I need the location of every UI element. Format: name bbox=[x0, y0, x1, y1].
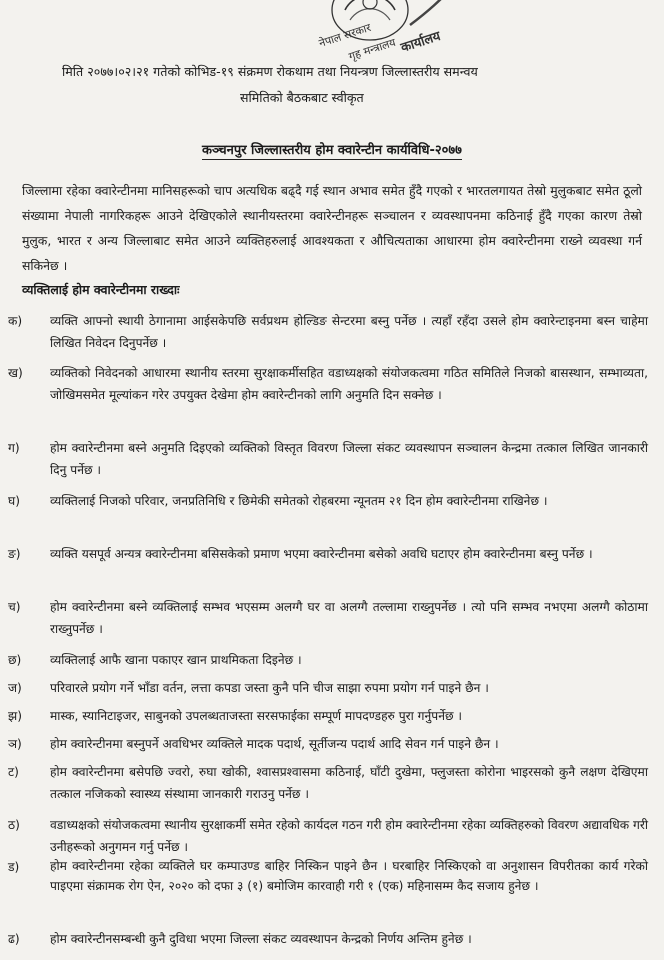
section-subheading: व्यक्तिलाई होम क्वारेन्टीनमा राख्दाः bbox=[22, 282, 180, 297]
list-item-label: झ) bbox=[8, 709, 22, 723]
list-item-text: मास्क, स्यानिटाइजर, साबुनको उपलब्धताजस्ता सरसफाईका सम्पूर्ण मापदण्डहरु पुरा गर्नुपर्नेछ । bbox=[50, 709, 462, 723]
seal-text-2: गृह मन्त्रालय bbox=[347, 35, 398, 64]
list-item-text: व्यक्ति आफ्नो स्थायी ठेगानामा आईसकेपछि सर्वप्रथम होल्डिङ सेन्टरमा बस्नु पर्नेछ । त्यहाँ रहँदा उसले होम क्वारेन्टाइनमा बस्न चाहेमा लिखित निवेदन दिनुपर्नेछ । bbox=[50, 314, 648, 350]
list-item-text: व्यक्तिलाई निजको परिवार, जनप्रतिनिधि र छिमेकी समेतको रोहबरमा न्यूनतम २१ दिन होम क्वारेन्टीनमा राखिनेछ । bbox=[50, 494, 548, 508]
list-item-label: ट) bbox=[8, 765, 19, 779]
list-item-label: ज) bbox=[8, 681, 22, 695]
list-item-label: ङ) bbox=[8, 547, 21, 561]
list-item-text: होम क्वारेन्टीनमा रहेका व्यक्तिले घर कम्पाउण्ड बाहिर निस्किन पाइने छैन । घरबाहिर निस्किएको वा अनुशासन विपरीतका कार्य गरेको पाइएमा संक्रामक रोग ऐन, २०२० को दफा ३ (१) बमोजिम कारवाही गरी १ (एक) महिनासम्म कैद सजाय हुनेछ । bbox=[50, 859, 648, 893]
seal-text-3: कार्यालय bbox=[399, 29, 443, 56]
list-item-text: परिवारले प्रयोग गर्ने भाँडा वर्तन, लत्ता कपडा जस्ता कुनै पनि चीज साझा रुपमा प्रयोग गर्न पाइने छैन । bbox=[50, 681, 489, 695]
list-item-label: छ) bbox=[8, 653, 22, 667]
document-title-text: कञ्चनपुर जिल्लास्तरीय होम क्वारेन्टीन कार्यविधि-२०७७ bbox=[202, 143, 462, 158]
list-item-label: ग) bbox=[8, 441, 20, 455]
official-seal bbox=[300, 0, 450, 70]
list-item-label: ठ) bbox=[8, 818, 20, 832]
list-item-text: होम क्वारेन्टीनमा बसेपछि ज्वरो, रुघा खोकी, श्वासप्रश्वासमा कठिनाई, घाँटी दुखेमा, फ्लुजस्ता कोरोना भाइरसको कुनै लक्षण देखिएमा तत्काल नजिकको स्वास्थ्य संस्थामा जानकारी गराउनु पर्नेछ । bbox=[50, 765, 648, 801]
list-item-text: व्यक्तिलाई आफै खाना पकाएर खान प्राथमिकता दिइनेछ । bbox=[50, 653, 302, 667]
list-item-label: च) bbox=[8, 600, 21, 614]
approval-committee-line: समितिको बैठकबाट स्वीकृत bbox=[240, 90, 364, 105]
list-item-text: व्यक्ति यसपूर्व अन्यत्र क्वारेन्टीनमा बसिसकेको प्रमाण भएमा क्वारेन्टीनमा बसेको अवधि घटाएर होम क्वारेन्टीनमा बस्नु पर्नेछ । bbox=[50, 547, 593, 561]
list-item-text: वडाध्यक्षको संयोजकत्वमा स्थानीय सुरक्षाकर्मी समेत रहेको कार्यदल गठन गरी होम क्वारेन्टीनमा रहेका व्यक्तिहरुको विवरण अद्यावधिक गरी उनीहरूको अनुगमन गर्नु पर्नेछ । bbox=[50, 818, 648, 854]
list-item-text: होम क्वारेन्टीनसम्बन्धी कुनै दुविधा भएमा जिल्ला संकट व्यवस्थापन केन्द्रको निर्णय अन्तिम हुनेछ । bbox=[50, 932, 472, 946]
seal-text-1: नेपाल सरकार bbox=[317, 20, 373, 51]
list-item-text: होम क्वारेन्टीनमा बस्नुपर्ने अवधिभर व्यक्तिले मादक पदार्थ, सूर्तीजन्य पदार्थ आदि सेवन गर्न पाइने छैन । bbox=[50, 737, 499, 751]
intro-paragraph: जिल्लामा रहेका क्वारेन्टीनमा मानिसहरूको चाप अत्यधिक बढ्दै गई स्थान अभाव समेत हुँदै गएको र भारतलगायत तेस्रो मुलुकबाट समेत ठूलो संख्यामा नेपाली नागरिकहरू आउने देखिएकोले स्थानीयस्तरमा क्वारेन्टीनहरू सञ्चालन र व्यवस्थापनमा कठिनाई हुँदै गएका कारण तेस्रो मुलुक, भारत र अन्य जिल्लाबाट समेत आउने व्यक्तिहरुलाई आवश्यकता र औचित्यताका आधारमा होम क्वारेन्टीनमा राख्ने व्यवस्था गर्न सकिनेछ । bbox=[22, 183, 642, 273]
list-item-label: घ) bbox=[8, 494, 20, 508]
list-item-text: होम क्वारेन्टीनमा बस्ने व्यक्तिलाई सम्भव भएसम्म अलग्गै घर वा अलग्गै तल्लामा राख्नुपर्नेछ । त्यो पनि सम्भव नभएमा अलग्गै कोठामा राख्नुपर्नेछ । bbox=[50, 600, 648, 636]
list-item-label: क) bbox=[8, 314, 23, 328]
list-item-label: ढ) bbox=[8, 932, 20, 946]
list-item-text: होम क्वारेन्टीनमा बस्ने अनुमति दिइएको व्यक्तिको विस्तृत विवरण जिल्ला संकट व्यवस्थापन सञ्चालन केन्द्रमा तत्काल लिखित जानकारी दिनु पर्नेछ । bbox=[50, 441, 648, 477]
list-item-label: ञ) bbox=[8, 737, 22, 751]
list-item-label: ड) bbox=[8, 860, 20, 874]
list-item-label: ख) bbox=[8, 366, 23, 380]
document-title bbox=[0, 140, 664, 158]
approval-date-line: मिति २०७७।०२।२१ गतेको कोभिड-१९ संक्रमण रोकथाम तथा नियन्त्रण जिल्लास्तरीय समन्वय bbox=[62, 64, 478, 79]
list-item-text: व्यक्तिको निवेदनको आधारमा स्थानीय स्तरमा सुरक्षाकर्मीसहित वडाध्यक्षको संयोजकत्वमा गठित समितिले निजको बासस्थान, सम्भाव्यता, जोखिमसमेत मूल्यांकन गरेर उपयुक्त देखेमा होम क्वारेन्टीनको लागि अनुमति दिन सक्नेछ । bbox=[50, 366, 648, 402]
